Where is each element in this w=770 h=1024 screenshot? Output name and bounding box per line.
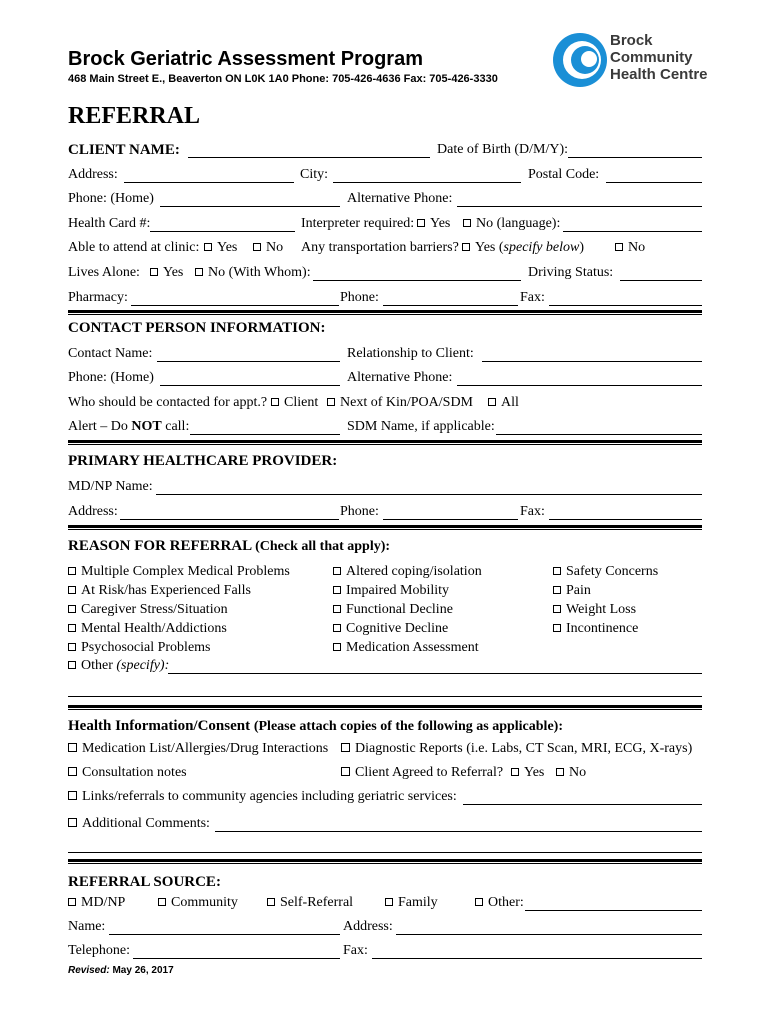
reason-option[interactable]: Caregiver Stress/Situation (68, 602, 228, 618)
checkbox-icon[interactable] (341, 767, 350, 776)
section-divider (68, 310, 702, 315)
md-name-label: MD/NP Name: (68, 479, 153, 494)
checkbox-icon[interactable] (195, 268, 203, 276)
checkbox-icon[interactable] (68, 767, 77, 776)
source-fax-field[interactable] (372, 958, 702, 959)
city-label: City: (300, 167, 329, 182)
checkbox-icon[interactable] (417, 219, 425, 227)
additional-field[interactable] (215, 831, 702, 832)
reason-other-field[interactable] (168, 673, 702, 674)
logo-text-2: Community (610, 49, 693, 66)
checkbox-icon[interactable] (333, 624, 341, 632)
checkbox-icon[interactable] (333, 586, 341, 594)
interpreter-label: Interpreter required: (301, 216, 415, 231)
source-heading: REFERRAL SOURCE: (68, 874, 221, 890)
address-field[interactable] (124, 182, 294, 183)
source-fax-label: Fax: (343, 943, 368, 958)
checkbox-icon[interactable] (553, 567, 561, 575)
source-option[interactable]: Self-Referral (267, 895, 353, 911)
md-name-field[interactable] (156, 494, 702, 495)
revised-note: Revised: May 26, 2017 (68, 965, 174, 976)
med-list-option[interactable]: Medication List/Allergies/Drug Interactions (68, 741, 328, 757)
contact-kin-option[interactable]: Next of Kin/POA/SDM (327, 395, 473, 411)
attend-no[interactable]: No (253, 240, 283, 256)
reason-option[interactable]: Safety Concerns (553, 564, 658, 580)
checkbox-icon[interactable] (385, 898, 393, 906)
checkbox-icon[interactable] (341, 743, 350, 752)
contact-client-option[interactable]: Client (271, 395, 318, 411)
reason-option[interactable]: Multiple Complex Medical Problems (68, 564, 290, 580)
contact-phone-label: Phone: (Home) (68, 370, 154, 385)
attend-label: Able to attend at clinic: (68, 240, 200, 255)
source-telephone-label: Telephone: (68, 943, 130, 958)
additional-option[interactable]: Additional Comments: (68, 816, 210, 832)
consultation-option[interactable]: Consultation notes (68, 765, 187, 781)
health-info-heading: Health Information/Consent (Please attach copies of the following as applicable): (68, 718, 563, 734)
checkbox-icon[interactable] (150, 268, 158, 276)
contact-phone-field[interactable] (160, 385, 340, 386)
checkbox-icon[interactable] (68, 743, 77, 752)
source-option[interactable]: MD/NP (68, 895, 125, 911)
health-card-field[interactable] (150, 231, 295, 232)
interpreter-yes[interactable]: Yes (417, 216, 450, 232)
contact-all-option[interactable]: All (488, 395, 519, 411)
transport-yes[interactable]: Yes (specify below) (462, 240, 584, 256)
source-option[interactable]: Family (385, 895, 438, 911)
checkbox-icon[interactable] (511, 768, 519, 776)
reason-option[interactable]: Incontinence (553, 621, 638, 637)
links-option[interactable]: Links/referrals to community agencies including geriatric services: (68, 789, 457, 805)
alt-phone-label: Alternative Phone: (347, 191, 453, 206)
additional-field-2[interactable] (68, 852, 702, 853)
transport-no[interactable]: No (615, 240, 645, 256)
client-name-field[interactable] (188, 157, 430, 158)
reason-option[interactable]: Mental Health/Addictions (68, 621, 227, 637)
lives-alone-label: Lives Alone: (68, 265, 140, 280)
pharmacy-fax-field[interactable] (549, 305, 702, 306)
contact-alt-phone-field[interactable] (457, 385, 702, 386)
source-name-field[interactable] (109, 934, 340, 935)
relationship-field[interactable] (482, 361, 702, 362)
checkbox-icon[interactable] (556, 768, 564, 776)
checkbox-icon[interactable] (68, 898, 76, 906)
reason-option[interactable]: Functional Decline (333, 602, 453, 618)
sdm-label: SDM Name, if applicable: (347, 419, 495, 434)
logo-mark-icon (552, 32, 608, 88)
reason-other-option[interactable]: Other (specify): (68, 658, 169, 674)
logo-text-3: Health Centre (610, 66, 708, 83)
source-telephone-field[interactable] (133, 958, 340, 959)
source-option[interactable]: Community (158, 895, 238, 911)
language-field[interactable] (563, 231, 702, 232)
reason-option[interactable]: Medication Assessment (333, 640, 479, 656)
checkbox-icon[interactable] (158, 898, 166, 906)
checkbox-icon[interactable] (333, 567, 341, 575)
alert-label: Alert – Do NOT call: (68, 419, 190, 434)
provider-address-label: Address: (68, 504, 118, 519)
transport-label: Any transportation barriers? (301, 240, 459, 255)
checkbox-icon[interactable] (68, 624, 76, 632)
section-divider (68, 859, 702, 864)
with-whom-field[interactable] (313, 280, 521, 281)
checkbox-icon[interactable] (553, 624, 561, 632)
checkbox-icon[interactable] (68, 643, 76, 651)
attend-yes[interactable]: Yes (204, 240, 237, 256)
sdm-field[interactable] (496, 434, 702, 435)
contact-name-label: Contact Name: (68, 346, 153, 361)
checkbox-icon[interactable] (475, 898, 483, 906)
checkbox-icon[interactable] (333, 605, 341, 613)
provider-heading: PRIMARY HEALTHCARE PROVIDER: (68, 453, 338, 469)
driving-field[interactable] (620, 280, 702, 281)
pharmacy-phone-label: Phone: (340, 290, 379, 305)
source-address-field[interactable] (396, 934, 702, 935)
postal-label: Postal Code: (528, 167, 600, 182)
checkbox-icon[interactable] (68, 605, 76, 613)
pharmacy-fax-label: Fax: (520, 290, 545, 305)
provider-phone-field[interactable] (383, 519, 518, 520)
checkbox-icon[interactable] (267, 898, 275, 906)
diagnostic-option[interactable]: Diagnostic Reports (i.e. Labs, CT Scan, MRI, ECG, X-rays) (341, 741, 692, 757)
reason-option[interactable]: Pain (553, 583, 591, 599)
checkbox-icon[interactable] (204, 243, 212, 251)
relationship-label: Relationship to Client: (347, 346, 474, 361)
reason-other-field-2[interactable] (68, 696, 702, 697)
reason-option[interactable]: Altered coping/isolation (333, 564, 482, 580)
checkbox-icon[interactable] (68, 791, 77, 800)
address-label: Address: (68, 167, 118, 182)
health-card-label: Health Card #: (68, 216, 151, 231)
checkbox-icon[interactable] (68, 661, 76, 669)
client-name-label: CLIENT NAME: (68, 142, 180, 158)
checkbox-icon[interactable] (553, 586, 561, 594)
checkbox-icon[interactable] (553, 605, 561, 613)
checkbox-icon[interactable] (271, 398, 279, 406)
pharmacy-field[interactable] (131, 305, 339, 306)
alt-phone-field[interactable] (457, 206, 702, 207)
phone-home-label: Phone: (Home) (68, 191, 154, 206)
program-address: 468 Main Street E., Beaverton ON L0K 1A0 Phone: 705-426-4636 Fax: 705-426-3330 (68, 73, 498, 85)
pharmacy-label: Pharmacy: (68, 290, 128, 305)
checkbox-icon[interactable] (253, 243, 261, 251)
reason-option[interactable]: Cognitive Decline (333, 621, 448, 637)
source-address-label: Address: (343, 919, 393, 934)
contact-alt-phone-label: Alternative Phone: (347, 370, 453, 385)
checkbox-icon[interactable] (615, 243, 623, 251)
dob-label: Date of Birth (D/M/Y): (437, 142, 569, 157)
page-title: REFERRAL (68, 103, 201, 129)
provider-phone-label: Phone: (340, 504, 379, 519)
contact-name-field[interactable] (157, 361, 340, 362)
dob-field[interactable] (568, 157, 702, 158)
checkbox-icon[interactable] (68, 818, 77, 827)
source-other-field[interactable] (525, 910, 702, 911)
links-field[interactable] (463, 804, 702, 805)
checkbox-icon[interactable] (68, 586, 76, 594)
reason-option[interactable]: At Risk/has Experienced Falls (68, 583, 251, 599)
contact-heading: CONTACT PERSON INFORMATION: (68, 320, 326, 336)
alert-field[interactable] (190, 434, 340, 435)
provider-fax-label: Fax: (520, 504, 545, 519)
reason-option[interactable]: Impaired Mobility (333, 583, 449, 599)
program-title: Brock Geriatric Assessment Program (68, 48, 423, 70)
section-divider (68, 525, 702, 530)
reason-option[interactable]: Weight Loss (553, 602, 636, 618)
agreed-no[interactable]: No (556, 765, 586, 781)
driving-label: Driving Status: (528, 265, 614, 280)
checkbox-icon[interactable] (68, 567, 76, 575)
logo-text-1: Brock (610, 32, 653, 49)
checkbox-icon[interactable] (463, 219, 471, 227)
provider-fax-field[interactable] (549, 519, 702, 520)
source-option[interactable]: Other: (475, 895, 524, 911)
interpreter-no[interactable]: No (language): (463, 216, 560, 232)
checkbox-icon[interactable] (333, 643, 341, 651)
lives-alone-yes[interactable]: Yes (150, 265, 183, 281)
logo (552, 30, 712, 90)
section-divider (68, 440, 702, 445)
postal-field[interactable] (606, 182, 702, 183)
provider-address-field[interactable] (120, 519, 339, 520)
client-agreed-option[interactable]: Client Agreed to Referral? (341, 765, 503, 781)
checkbox-icon[interactable] (488, 398, 496, 406)
reason-option[interactable]: Psychosocial Problems (68, 640, 211, 656)
source-name-label: Name: (68, 919, 106, 934)
city-field[interactable] (333, 182, 521, 183)
section-divider (68, 705, 702, 710)
lives-alone-no[interactable]: No (With Whom): (195, 265, 311, 281)
checkbox-icon[interactable] (462, 243, 470, 251)
phone-home-field[interactable] (160, 206, 340, 207)
reason-heading: REASON FOR REFERRAL (Check all that apply): (68, 538, 391, 554)
who-contact-label: Who should be contacted for appt.? (68, 395, 268, 410)
checkbox-icon[interactable] (327, 398, 335, 406)
agreed-yes[interactable]: Yes (511, 765, 544, 781)
pharmacy-phone-field[interactable] (383, 305, 518, 306)
